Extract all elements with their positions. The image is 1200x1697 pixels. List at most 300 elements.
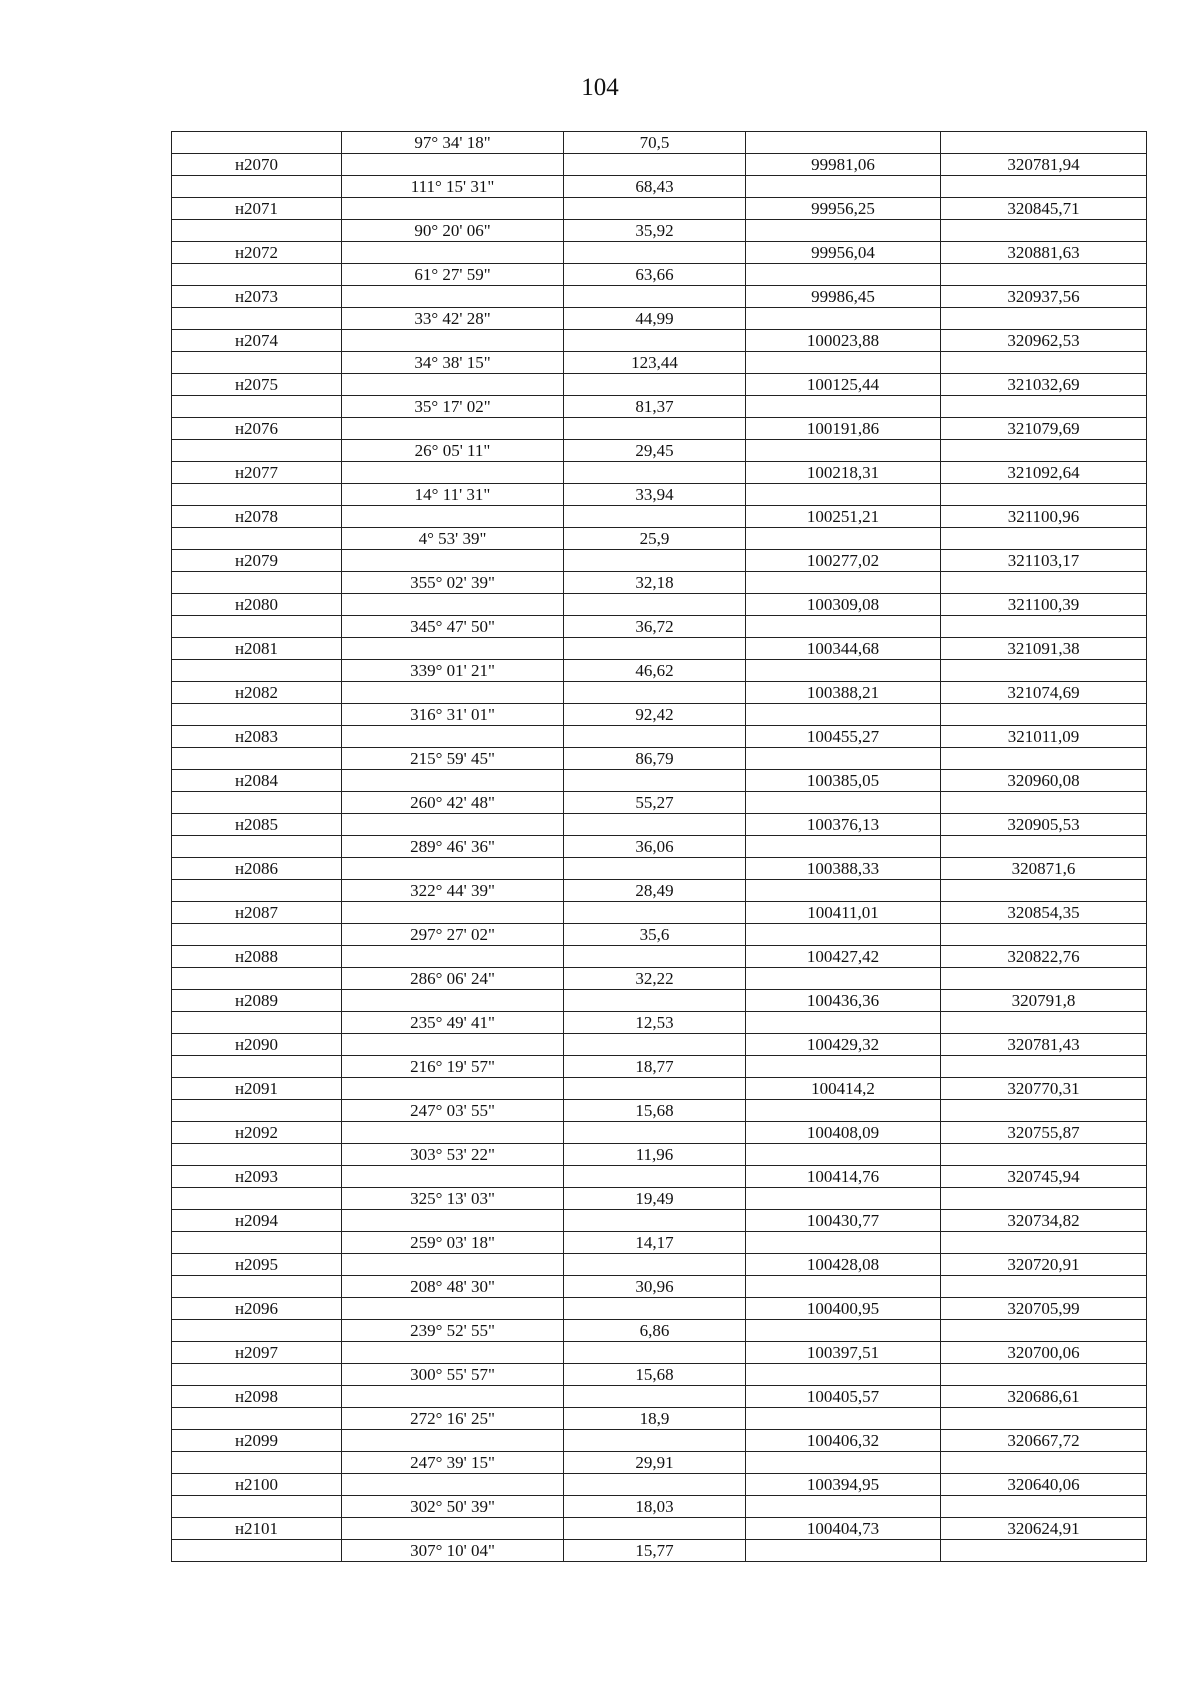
y-coordinate-cell bbox=[941, 1100, 1147, 1122]
x-coordinate-cell bbox=[746, 528, 941, 550]
distance-cell: 32,18 bbox=[564, 572, 746, 594]
table-row bbox=[172, 990, 1147, 1012]
direction-angle-cell bbox=[342, 506, 564, 528]
direction-angle-cell bbox=[342, 1034, 564, 1056]
x-coordinate-cell bbox=[746, 1496, 941, 1518]
direction-angle-cell: 339° 01' 21" bbox=[342, 660, 564, 682]
point-name-cell bbox=[172, 528, 342, 550]
direction-angle-cell: 247° 39' 15" bbox=[342, 1452, 564, 1474]
x-coordinate-cell bbox=[746, 220, 941, 242]
point-name-cell: н2078 bbox=[172, 506, 342, 528]
x-coordinate-cell bbox=[746, 1232, 941, 1254]
x-coordinate-cell: 100251,21 bbox=[746, 506, 941, 528]
distance-cell: 29,91 bbox=[564, 1452, 746, 1474]
distance-cell: 12,53 bbox=[564, 1012, 746, 1034]
y-coordinate-cell: 320845,71 bbox=[941, 198, 1147, 220]
direction-angle-cell bbox=[342, 902, 564, 924]
y-coordinate-cell: 320791,8 bbox=[941, 990, 1147, 1012]
point-name-cell bbox=[172, 1276, 342, 1298]
y-coordinate-cell bbox=[941, 440, 1147, 462]
table-row bbox=[172, 352, 1147, 374]
point-name-cell bbox=[172, 616, 342, 638]
distance-cell bbox=[564, 814, 746, 836]
point-name-cell: н2086 bbox=[172, 858, 342, 880]
distance-cell: 36,72 bbox=[564, 616, 746, 638]
table-row bbox=[172, 1386, 1147, 1408]
y-coordinate-cell bbox=[941, 220, 1147, 242]
point-name-cell: н2088 bbox=[172, 946, 342, 968]
x-coordinate-cell bbox=[746, 704, 941, 726]
point-name-cell bbox=[172, 1452, 342, 1474]
direction-angle-cell bbox=[342, 1430, 564, 1452]
direction-angle-cell bbox=[342, 1474, 564, 1496]
direction-angle-cell bbox=[342, 418, 564, 440]
table-row bbox=[172, 1320, 1147, 1342]
distance-cell: 70,5 bbox=[564, 132, 746, 154]
x-coordinate-cell bbox=[746, 1320, 941, 1342]
direction-angle-cell: 303° 53' 22" bbox=[342, 1144, 564, 1166]
direction-angle-cell bbox=[342, 770, 564, 792]
table-row bbox=[172, 704, 1147, 726]
point-name-cell bbox=[172, 880, 342, 902]
point-name-cell bbox=[172, 1100, 342, 1122]
table-row bbox=[172, 814, 1147, 836]
direction-angle-cell bbox=[342, 462, 564, 484]
x-coordinate-cell bbox=[746, 352, 941, 374]
direction-angle-cell bbox=[342, 198, 564, 220]
point-name-cell: н2080 bbox=[172, 594, 342, 616]
table-row bbox=[172, 748, 1147, 770]
y-coordinate-cell: 320937,56 bbox=[941, 286, 1147, 308]
point-name-cell: н2082 bbox=[172, 682, 342, 704]
x-coordinate-cell: 100406,32 bbox=[746, 1430, 941, 1452]
y-coordinate-cell: 321074,69 bbox=[941, 682, 1147, 704]
y-coordinate-cell bbox=[941, 352, 1147, 374]
x-coordinate-cell: 100376,13 bbox=[746, 814, 941, 836]
x-coordinate-cell: 99981,06 bbox=[746, 154, 941, 176]
y-coordinate-cell bbox=[941, 572, 1147, 594]
y-coordinate-cell bbox=[941, 748, 1147, 770]
x-coordinate-cell: 100191,86 bbox=[746, 418, 941, 440]
y-coordinate-cell: 321032,69 bbox=[941, 374, 1147, 396]
direction-angle-cell bbox=[342, 1166, 564, 1188]
direction-angle-cell: 302° 50' 39" bbox=[342, 1496, 564, 1518]
distance-cell: 14,17 bbox=[564, 1232, 746, 1254]
y-coordinate-cell bbox=[941, 1012, 1147, 1034]
point-name-cell: н2075 bbox=[172, 374, 342, 396]
y-coordinate-cell: 320822,76 bbox=[941, 946, 1147, 968]
table-row bbox=[172, 660, 1147, 682]
table-row bbox=[172, 682, 1147, 704]
distance-cell bbox=[564, 1122, 746, 1144]
point-name-cell: н2084 bbox=[172, 770, 342, 792]
table-row bbox=[172, 1210, 1147, 1232]
point-name-cell bbox=[172, 748, 342, 770]
direction-angle-cell bbox=[342, 946, 564, 968]
table-row bbox=[172, 418, 1147, 440]
distance-cell bbox=[564, 946, 746, 968]
x-coordinate-cell bbox=[746, 748, 941, 770]
y-coordinate-cell: 321079,69 bbox=[941, 418, 1147, 440]
x-coordinate-cell bbox=[746, 792, 941, 814]
y-coordinate-cell bbox=[941, 1144, 1147, 1166]
distance-cell: 35,92 bbox=[564, 220, 746, 242]
table-row bbox=[172, 374, 1147, 396]
distance-cell bbox=[564, 506, 746, 528]
y-coordinate-cell bbox=[941, 396, 1147, 418]
direction-angle-cell bbox=[342, 1518, 564, 1540]
direction-angle-cell bbox=[342, 1254, 564, 1276]
x-coordinate-cell bbox=[746, 924, 941, 946]
y-coordinate-cell: 320705,99 bbox=[941, 1298, 1147, 1320]
x-coordinate-cell: 100218,31 bbox=[746, 462, 941, 484]
distance-cell bbox=[564, 1210, 746, 1232]
y-coordinate-cell: 320667,72 bbox=[941, 1430, 1147, 1452]
direction-angle-cell bbox=[342, 594, 564, 616]
distance-cell: 92,42 bbox=[564, 704, 746, 726]
distance-cell bbox=[564, 198, 746, 220]
point-name-cell bbox=[172, 308, 342, 330]
direction-angle-cell bbox=[342, 1210, 564, 1232]
point-name-cell bbox=[172, 1012, 342, 1034]
distance-cell: 25,9 bbox=[564, 528, 746, 550]
y-coordinate-cell: 321100,96 bbox=[941, 506, 1147, 528]
direction-angle-cell: 239° 52' 55" bbox=[342, 1320, 564, 1342]
point-name-cell bbox=[172, 1144, 342, 1166]
direction-angle-cell: 247° 03' 55" bbox=[342, 1100, 564, 1122]
distance-cell: 15,68 bbox=[564, 1100, 746, 1122]
point-name-cell bbox=[172, 836, 342, 858]
point-name-cell: н2073 bbox=[172, 286, 342, 308]
y-coordinate-cell bbox=[941, 264, 1147, 286]
point-name-cell: н2081 bbox=[172, 638, 342, 660]
x-coordinate-cell: 99986,45 bbox=[746, 286, 941, 308]
direction-angle-cell: 307° 10' 04" bbox=[342, 1540, 564, 1562]
y-coordinate-cell: 320686,61 bbox=[941, 1386, 1147, 1408]
y-coordinate-cell bbox=[941, 836, 1147, 858]
distance-cell: 55,27 bbox=[564, 792, 746, 814]
x-coordinate-cell: 100428,08 bbox=[746, 1254, 941, 1276]
point-name-cell bbox=[172, 176, 342, 198]
table-row bbox=[172, 924, 1147, 946]
point-name-cell: н2071 bbox=[172, 198, 342, 220]
y-coordinate-cell bbox=[941, 1188, 1147, 1210]
y-coordinate-cell: 321100,39 bbox=[941, 594, 1147, 616]
direction-angle-cell: 325° 13' 03" bbox=[342, 1188, 564, 1210]
point-name-cell: н2096 bbox=[172, 1298, 342, 1320]
table-row bbox=[172, 1408, 1147, 1430]
x-coordinate-cell: 100277,02 bbox=[746, 550, 941, 572]
distance-cell: 28,49 bbox=[564, 880, 746, 902]
table-row bbox=[172, 154, 1147, 176]
direction-angle-cell bbox=[342, 1122, 564, 1144]
direction-angle-cell: 208° 48' 30" bbox=[342, 1276, 564, 1298]
table-row bbox=[172, 1496, 1147, 1518]
point-name-cell: н2083 bbox=[172, 726, 342, 748]
point-name-cell: н2076 bbox=[172, 418, 342, 440]
distance-cell: 30,96 bbox=[564, 1276, 746, 1298]
table-row bbox=[172, 396, 1147, 418]
x-coordinate-cell bbox=[746, 132, 941, 154]
direction-angle-cell: 272° 16' 25" bbox=[342, 1408, 564, 1430]
distance-cell: 15,77 bbox=[564, 1540, 746, 1562]
distance-cell bbox=[564, 1166, 746, 1188]
x-coordinate-cell bbox=[746, 880, 941, 902]
distance-cell: 19,49 bbox=[564, 1188, 746, 1210]
direction-angle-cell bbox=[342, 330, 564, 352]
distance-cell: 46,62 bbox=[564, 660, 746, 682]
table-row bbox=[172, 1122, 1147, 1144]
x-coordinate-cell: 100344,68 bbox=[746, 638, 941, 660]
x-coordinate-cell bbox=[746, 836, 941, 858]
distance-cell bbox=[564, 902, 746, 924]
point-name-cell: н2092 bbox=[172, 1122, 342, 1144]
y-coordinate-cell bbox=[941, 1496, 1147, 1518]
distance-cell: 18,77 bbox=[564, 1056, 746, 1078]
distance-cell bbox=[564, 242, 746, 264]
direction-angle-cell bbox=[342, 154, 564, 176]
distance-cell bbox=[564, 1386, 746, 1408]
point-name-cell: н2090 bbox=[172, 1034, 342, 1056]
point-name-cell: н2100 bbox=[172, 1474, 342, 1496]
distance-cell: 36,06 bbox=[564, 836, 746, 858]
distance-cell bbox=[564, 418, 746, 440]
x-coordinate-cell bbox=[746, 308, 941, 330]
y-coordinate-cell bbox=[941, 660, 1147, 682]
x-coordinate-cell: 100385,05 bbox=[746, 770, 941, 792]
x-coordinate-cell bbox=[746, 572, 941, 594]
distance-cell bbox=[564, 1078, 746, 1100]
y-coordinate-cell bbox=[941, 1364, 1147, 1386]
distance-cell: 35,6 bbox=[564, 924, 746, 946]
distance-cell bbox=[564, 638, 746, 660]
table-row bbox=[172, 836, 1147, 858]
table-row bbox=[172, 1144, 1147, 1166]
point-name-cell bbox=[172, 1232, 342, 1254]
x-coordinate-cell: 100404,73 bbox=[746, 1518, 941, 1540]
point-name-cell bbox=[172, 396, 342, 418]
x-coordinate-cell bbox=[746, 1144, 941, 1166]
direction-angle-cell bbox=[342, 726, 564, 748]
point-name-cell bbox=[172, 352, 342, 374]
point-name-cell bbox=[172, 440, 342, 462]
point-name-cell bbox=[172, 704, 342, 726]
table-row bbox=[172, 484, 1147, 506]
x-coordinate-cell bbox=[746, 1276, 941, 1298]
y-coordinate-cell bbox=[941, 1232, 1147, 1254]
x-coordinate-cell bbox=[746, 396, 941, 418]
distance-cell: 33,94 bbox=[564, 484, 746, 506]
x-coordinate-cell: 100455,27 bbox=[746, 726, 941, 748]
distance-cell: 18,9 bbox=[564, 1408, 746, 1430]
point-name-cell bbox=[172, 1540, 342, 1562]
direction-angle-cell: 300° 55' 57" bbox=[342, 1364, 564, 1386]
x-coordinate-cell: 100436,36 bbox=[746, 990, 941, 1012]
point-name-cell: н2097 bbox=[172, 1342, 342, 1364]
point-name-cell: н2070 bbox=[172, 154, 342, 176]
distance-cell bbox=[564, 1342, 746, 1364]
distance-cell bbox=[564, 1474, 746, 1496]
x-coordinate-cell bbox=[746, 176, 941, 198]
x-coordinate-cell: 100414,76 bbox=[746, 1166, 941, 1188]
table-row bbox=[172, 1012, 1147, 1034]
point-name-cell bbox=[172, 264, 342, 286]
table-row bbox=[172, 1232, 1147, 1254]
y-coordinate-cell bbox=[941, 792, 1147, 814]
table-row bbox=[172, 1298, 1147, 1320]
table-row bbox=[172, 286, 1147, 308]
point-name-cell bbox=[172, 484, 342, 506]
direction-angle-cell bbox=[342, 550, 564, 572]
table-row bbox=[172, 792, 1147, 814]
point-name-cell: н2085 bbox=[172, 814, 342, 836]
distance-cell bbox=[564, 1254, 746, 1276]
table-row bbox=[172, 1276, 1147, 1298]
table-row bbox=[172, 550, 1147, 572]
direction-angle-cell bbox=[342, 638, 564, 660]
distance-cell bbox=[564, 770, 746, 792]
y-coordinate-cell bbox=[941, 880, 1147, 902]
y-coordinate-cell bbox=[941, 704, 1147, 726]
distance-cell: 68,43 bbox=[564, 176, 746, 198]
distance-cell bbox=[564, 1430, 746, 1452]
point-name-cell bbox=[172, 924, 342, 946]
x-coordinate-cell bbox=[746, 1408, 941, 1430]
point-name-cell bbox=[172, 132, 342, 154]
distance-cell: 29,45 bbox=[564, 440, 746, 462]
distance-cell: 63,66 bbox=[564, 264, 746, 286]
distance-cell bbox=[564, 154, 746, 176]
table-row bbox=[172, 176, 1147, 198]
direction-angle-cell: 26° 05' 11" bbox=[342, 440, 564, 462]
y-coordinate-cell bbox=[941, 484, 1147, 506]
table-row bbox=[172, 264, 1147, 286]
direction-angle-cell bbox=[342, 286, 564, 308]
table-row bbox=[172, 1452, 1147, 1474]
point-name-cell: н2101 bbox=[172, 1518, 342, 1540]
y-coordinate-cell bbox=[941, 176, 1147, 198]
y-coordinate-cell: 320962,53 bbox=[941, 330, 1147, 352]
x-coordinate-cell: 100411,01 bbox=[746, 902, 941, 924]
y-coordinate-cell bbox=[941, 968, 1147, 990]
y-coordinate-cell bbox=[941, 132, 1147, 154]
y-coordinate-cell bbox=[941, 528, 1147, 550]
y-coordinate-cell: 320755,87 bbox=[941, 1122, 1147, 1144]
distance-cell bbox=[564, 462, 746, 484]
table-row bbox=[172, 1364, 1147, 1386]
direction-angle-cell: 316° 31' 01" bbox=[342, 704, 564, 726]
distance-cell: 44,99 bbox=[564, 308, 746, 330]
direction-angle-cell: 259° 03' 18" bbox=[342, 1232, 564, 1254]
direction-angle-cell: 61° 27' 59" bbox=[342, 264, 564, 286]
point-name-cell: н2095 bbox=[172, 1254, 342, 1276]
table-row bbox=[172, 1540, 1147, 1562]
direction-angle-cell: 97° 34' 18" bbox=[342, 132, 564, 154]
table-row bbox=[172, 528, 1147, 550]
x-coordinate-cell: 100388,21 bbox=[746, 682, 941, 704]
x-coordinate-cell bbox=[746, 440, 941, 462]
table-row bbox=[172, 1430, 1147, 1452]
direction-angle-cell: 286° 06' 24" bbox=[342, 968, 564, 990]
y-coordinate-cell: 320781,43 bbox=[941, 1034, 1147, 1056]
x-coordinate-cell: 100400,95 bbox=[746, 1298, 941, 1320]
direction-angle-cell bbox=[342, 682, 564, 704]
distance-cell: 6,86 bbox=[564, 1320, 746, 1342]
y-coordinate-cell: 321091,38 bbox=[941, 638, 1147, 660]
point-name-cell: н2089 bbox=[172, 990, 342, 1012]
point-name-cell: н2094 bbox=[172, 1210, 342, 1232]
direction-angle-cell: 322° 44' 39" bbox=[342, 880, 564, 902]
point-name-cell bbox=[172, 1408, 342, 1430]
coordinates-table-body bbox=[172, 132, 1147, 1562]
table-row bbox=[172, 572, 1147, 594]
table-row bbox=[172, 880, 1147, 902]
table-row bbox=[172, 440, 1147, 462]
distance-cell bbox=[564, 682, 746, 704]
distance-cell bbox=[564, 1034, 746, 1056]
x-coordinate-cell: 99956,04 bbox=[746, 242, 941, 264]
distance-cell bbox=[564, 1518, 746, 1540]
x-coordinate-cell bbox=[746, 1100, 941, 1122]
y-coordinate-cell: 320905,53 bbox=[941, 814, 1147, 836]
table-row bbox=[172, 726, 1147, 748]
y-coordinate-cell: 320720,91 bbox=[941, 1254, 1147, 1276]
direction-angle-cell: 35° 17' 02" bbox=[342, 396, 564, 418]
direction-angle-cell bbox=[342, 1298, 564, 1320]
table-row bbox=[172, 1474, 1147, 1496]
table-row bbox=[172, 616, 1147, 638]
point-name-cell bbox=[172, 220, 342, 242]
x-coordinate-cell: 100427,42 bbox=[746, 946, 941, 968]
direction-angle-cell bbox=[342, 814, 564, 836]
point-name-cell: н2098 bbox=[172, 1386, 342, 1408]
y-coordinate-cell bbox=[941, 1320, 1147, 1342]
point-name-cell: н2072 bbox=[172, 242, 342, 264]
direction-angle-cell: 111° 15' 31" bbox=[342, 176, 564, 198]
y-coordinate-cell: 321011,09 bbox=[941, 726, 1147, 748]
y-coordinate-cell: 320781,94 bbox=[941, 154, 1147, 176]
x-coordinate-cell: 100125,44 bbox=[746, 374, 941, 396]
y-coordinate-cell bbox=[941, 1452, 1147, 1474]
direction-angle-cell: 14° 11' 31" bbox=[342, 484, 564, 506]
x-coordinate-cell bbox=[746, 616, 941, 638]
point-name-cell bbox=[172, 792, 342, 814]
point-name-cell bbox=[172, 1496, 342, 1518]
direction-angle-cell: 216° 19' 57" bbox=[342, 1056, 564, 1078]
point-name-cell: н2093 bbox=[172, 1166, 342, 1188]
x-coordinate-cell: 100430,77 bbox=[746, 1210, 941, 1232]
distance-cell bbox=[564, 858, 746, 880]
y-coordinate-cell: 320960,08 bbox=[941, 770, 1147, 792]
point-name-cell: н2079 bbox=[172, 550, 342, 572]
table-row bbox=[172, 462, 1147, 484]
y-coordinate-cell: 320854,35 bbox=[941, 902, 1147, 924]
y-coordinate-cell bbox=[941, 308, 1147, 330]
table-row bbox=[172, 220, 1147, 242]
x-coordinate-cell bbox=[746, 1012, 941, 1034]
x-coordinate-cell: 100394,95 bbox=[746, 1474, 941, 1496]
x-coordinate-cell bbox=[746, 660, 941, 682]
table-row bbox=[172, 1188, 1147, 1210]
direction-angle-cell: 297° 27' 02" bbox=[342, 924, 564, 946]
y-coordinate-cell: 320640,06 bbox=[941, 1474, 1147, 1496]
table-row bbox=[172, 506, 1147, 528]
direction-angle-cell bbox=[342, 990, 564, 1012]
y-coordinate-cell bbox=[941, 616, 1147, 638]
page-number: 104 bbox=[581, 74, 619, 101]
table-row bbox=[172, 968, 1147, 990]
distance-cell: 123,44 bbox=[564, 352, 746, 374]
